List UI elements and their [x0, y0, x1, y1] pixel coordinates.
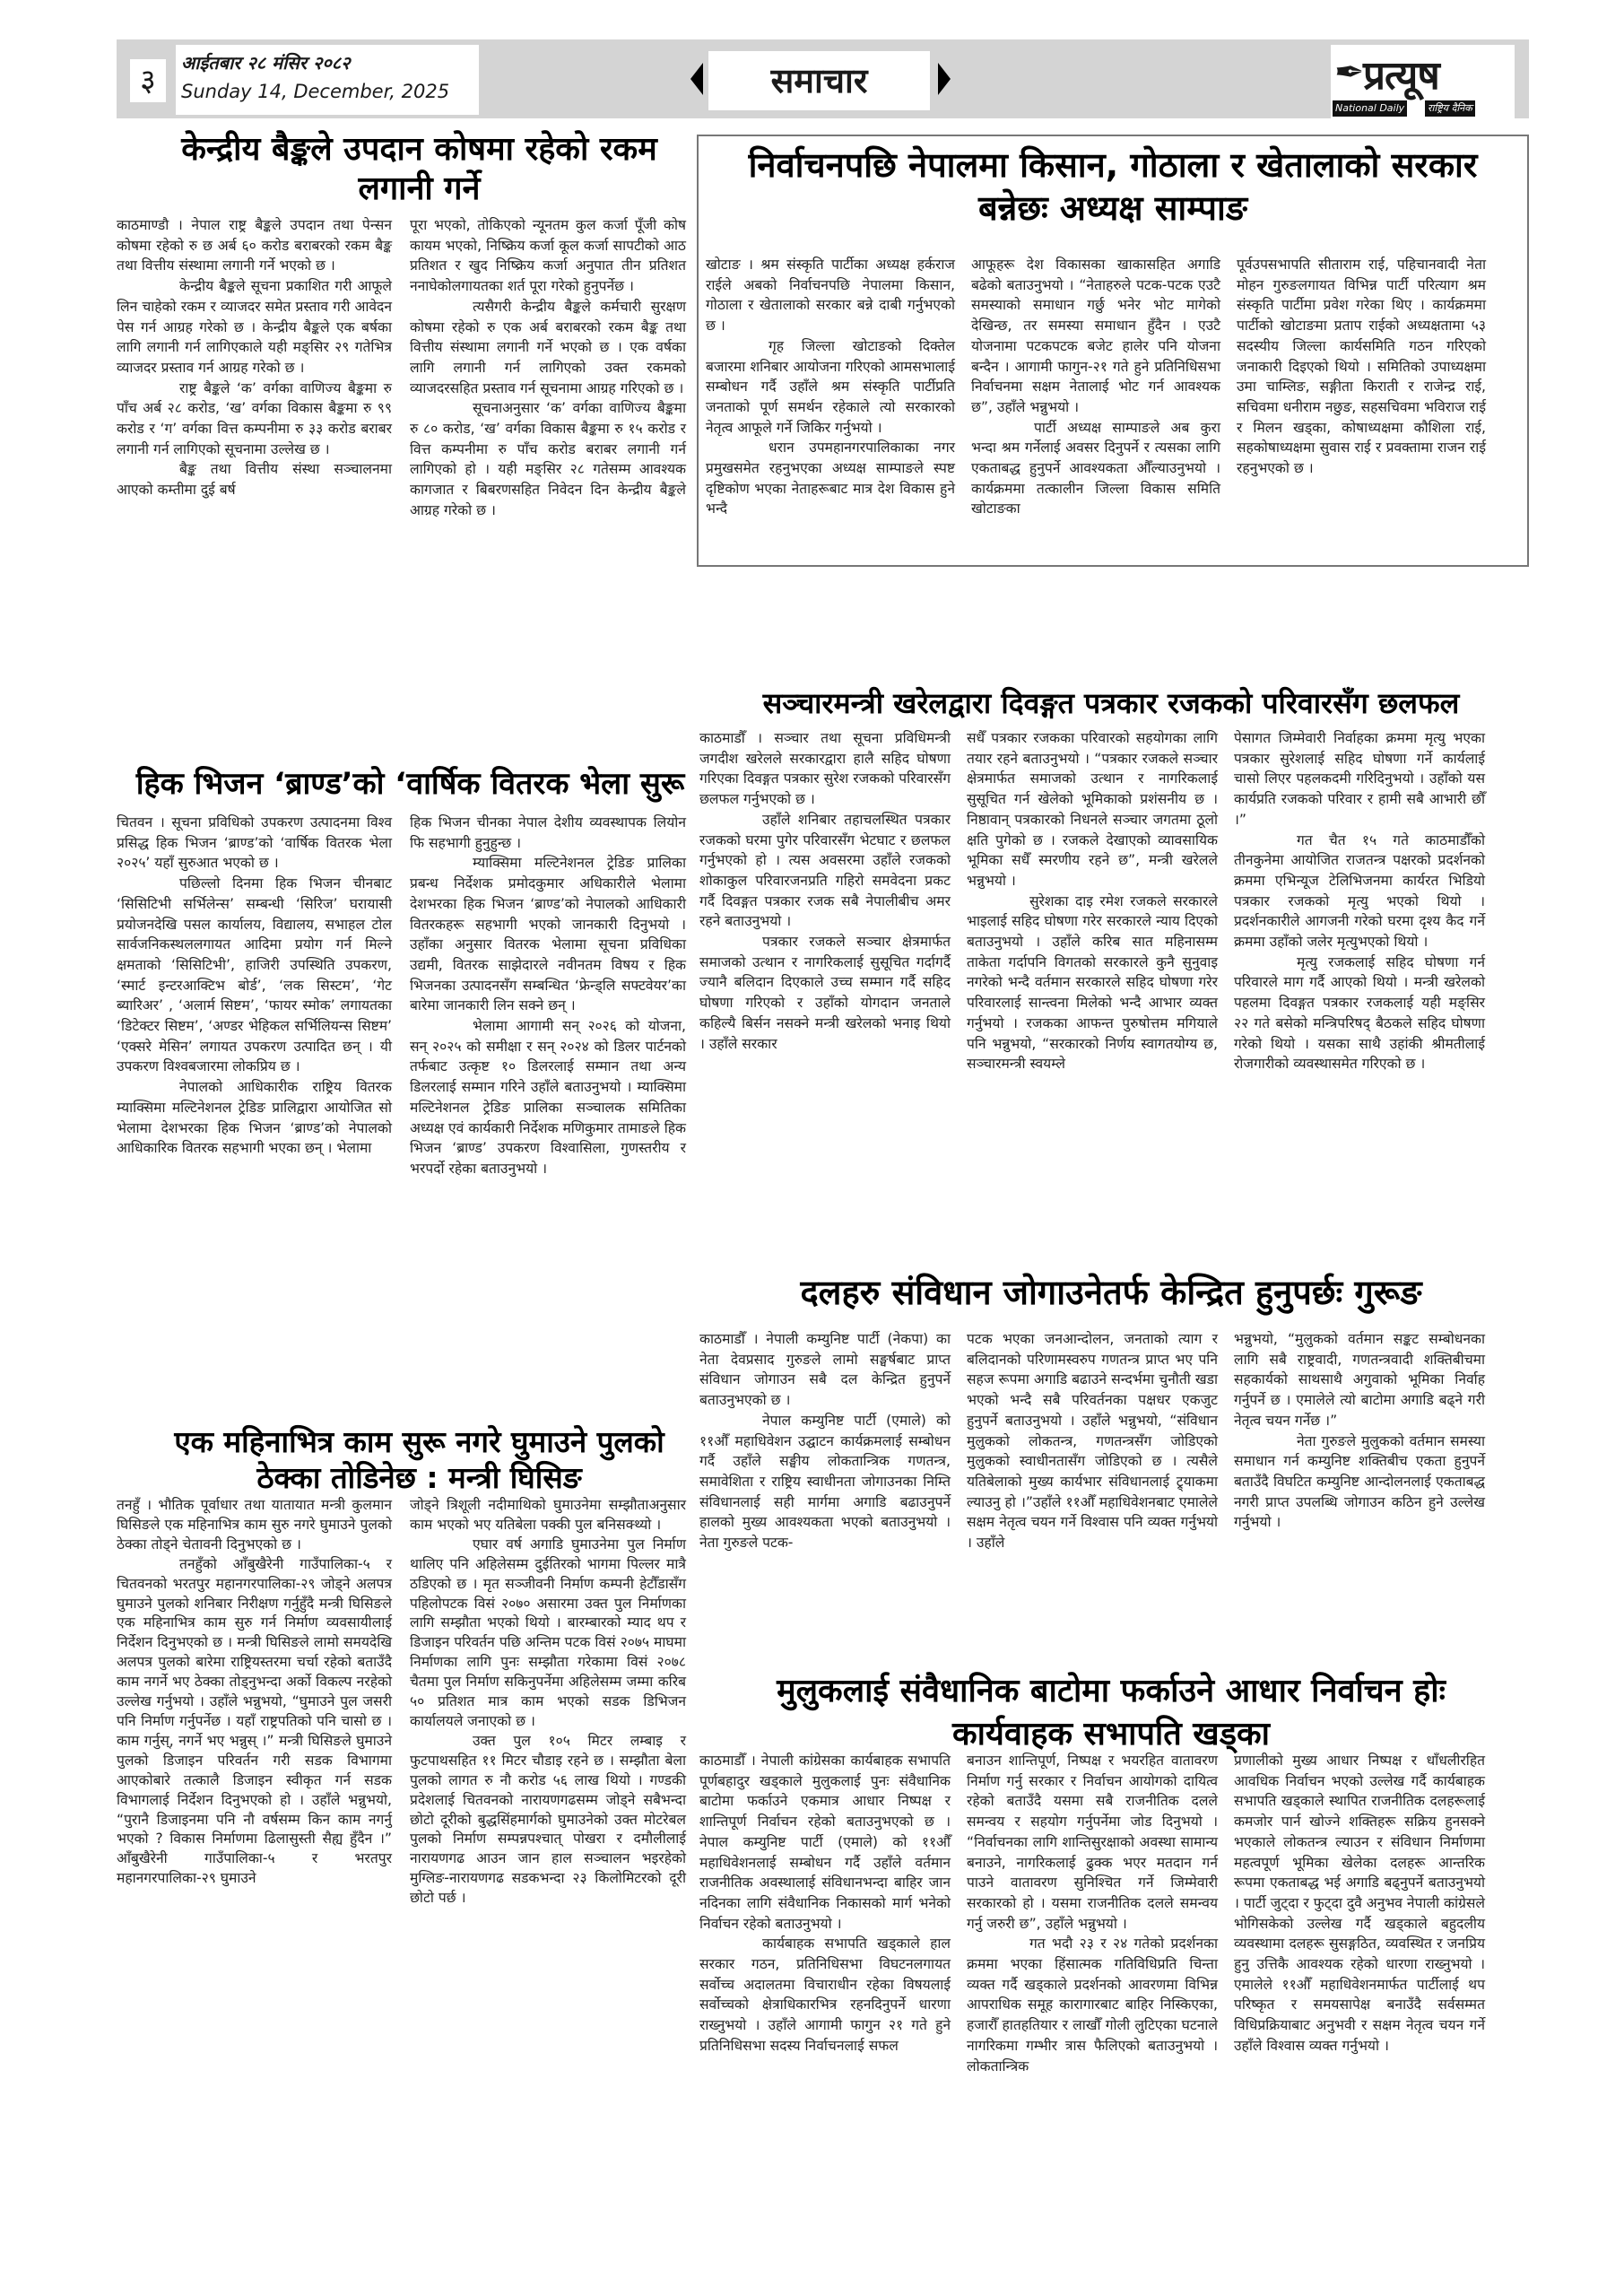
article-body	[699, 1329, 1523, 1553]
paragraph: पार्टी अध्यक्ष साम्पाङले अब कुरा भन्दा श्रम गर्नेलाई अवसर दिनुपर्ने र त्यसका लागि एकताबद्ध हुनुपर्ने आवश्यकता औँल्याउनुभयो । कार्यक्रममा तत्कालीन जिल्ला विकास समिति खोटाङका	[971, 419, 1220, 517]
paragraph: उक्त पुल १०५ मिटर लम्बाइ र फुटपाथसहित ११ मिटर चौडाइ रहने छ । सम्झौता बेला पुलको लागत रु नौ करोड ५६ लाख थियो । गण्डकी प्रदेशलाई चितवनको नारायणगढसम्म जोड्ने सबैभन्दा छोटो दूरीको बुद्धसिंहमार्गको घुमाउनेको उक्त मोटरेबल पुलको निर्माण सम्पन्नपश्चात् पोखरा र दमौलीलाई नारायणगढ आउन जान हाल सञ्चालन भइरहेको मुग्लिङ-नारायणगढ सडकभन्दा २३ किलोमिटरको दूरी छोटो पर्छ ।	[410, 1732, 686, 1907]
column	[967, 728, 1218, 1074]
headline-line: कार्यवाहक सभापति खड्का	[952, 1716, 1270, 1752]
article-body	[117, 215, 686, 521]
column	[1234, 1751, 1485, 2076]
date-english: Sunday 14, December, 2025	[181, 81, 450, 102]
paragraph: तनहुँको आँबुखैरेनी गाउँपालिका-५ र चितवनको भरतपुर महानगरपालिका-२९ जोड्ने अलपत्र घुमाउने पुलको शनिबार निरीक्षण गर्नुहुँदै मन्त्री घिसिङले एक महिनाभित्र काम सुरु गर्न निर्माण व्यवसायीलाई निर्देशन दिनुभएको छ । मन्त्री घिसिङले लामो समयदेखि अलपत्र पुलको बारेमा राष्ट्रियस्तरमा चर्चा रहेको बताउँदै काम नगर्ने भए ठेक्का तोड्नुभन्दा अर्को विकल्प नरहेको उल्लेख गर्नुभयो । उहाँले भन्नुभयो, “घुमाउने पुल जसरी पनि निर्माण गर्नुपर्नेछ । यहाँ राष्ट्रपतिको पनि चासो छ । काम गर्नुस्, नगर्ने भए भन्नुस् ।” मन्त्री घिसिङले घुमाउने पुलको डिजाइन परिवर्तन गरी सडक विभागमा आएकोबारे तत्कालै डिजाइन स्वीकृत गर्न सडक विभागलाई निर्देशन दिनुभएको हो । उहाँले भन्नुभयो, “पुरानै डिजाइनमा पनि नौ वर्षसम्म किन काम नगर्नु भएको ? विकास निर्माणमा ढिलासुस्ती सैह्य हुँदैन ।” आँबुखैरेनी गाउँपालिका-५ र भरतपुर महानगरपालिका-२९ घुमाउने	[117, 1555, 392, 1887]
paragraph: बैङ्क तथा वित्तीय संस्था सञ्चालनमा आएको कम्तीमा दुई बर्ष	[117, 461, 392, 499]
paragraph: पूरा भएको, तोकिएको न्यूनतम कुल कर्जा पूँजी कोष कायम भएको, निष्क्रिय कर्जा कूल कर्जा सापटीको आठ प्रतिशत र खुद निष्क्रिय कर्जा अनुपात तीन प्रतिशत ननाघेकोलगायतका शर्त पूरा गरेको हुनुपर्नेछ ।	[410, 217, 686, 295]
paragraph: पटक भएका जनआन्दोलन, जनताको त्याग र बलिदानको परिणामस्वरुप गणतन्त्र प्राप्त भए पनि सहज रूपमा अगाडि बढाउने सन्दर्भमा चुनौती खडा भएको भन्दै सबै परिवर्तनका पक्षधर एकजुट हुनुपर्ने बताउनुभयो । उहाँले भन्नुभयो, “संविधान मुलुकको लोकतन्त्र, गणतन्त्रसँग जोडिएको मुलुकको स्वाधीनतासँग जोडिएको छ । त्यसैले यतिबेलाको मुख्य कार्यभार संविधानलाई ट्र्याकमा ल्याउनु हो ।”उहाँले ११औँ महाधिवेशनबाट एमालेले सक्षम नेतृत्व चयन गर्ने विश्वास पनि व्यक्त गर्नुभयो । उहाँले	[967, 1331, 1218, 1552]
article-central-bank	[117, 130, 686, 209]
column	[1234, 1329, 1485, 1553]
paragraph: राष्ट्र बैङ्कले ‘क’ वर्गका वाणिज्य बैङ्कमा रु पाँच अर्ब २८ करोड, ‘ख’ वर्गका विकास बैङ्कमा रु ९९ करोड र ‘ग’ वर्गका वित्त कम्पनीमा रु ३३ करोड बराबर लगानी गर्न लागिएको सूचनामा उल्लेख छ ।	[117, 379, 392, 457]
column	[967, 1329, 1218, 1553]
paragraph: मृत्यु रजकलाई सहिद घोषणा गर्न परिवारले माग गर्दै आएको थियो । मन्त्री खरेलको पहलमा दिवङ्गत पत्रकार रजकलाई यही मङ्सिर २२ गते बसेको मन्त्रिपरिषद् बैठकले सहिद घोषणा गरेको थियो । यसका साथै उहांकी श्रीमतीलाई रोजगारीको व्यवस्थासमेत गरिएको छ ।	[1234, 953, 1485, 1073]
paragraph: काठमाडौँ । सञ्चार तथा सूचना प्रविधिमन्त्री जगदीश खरेलले सरकारद्वारा हालै सहिद घोषणा गरिएका दिवङ्गत पत्रकार सुरेश रजकको परिवारसँग छलफल गर्नुभएको छ ।	[699, 730, 951, 808]
paragraph: पूर्वउपसभापति सीताराम राई, पहिचानवादी नेता मोहन गुरुङलगायत विभिन्न पार्टी परित्याग श्रम संस्कृति पार्टीमा प्रवेश गरेका थिए । कार्यक्रममा पार्टीको खोटाङमा प्रताप राईको अध्यक्षतामा ५३ सदस्यीय जिल्ला कार्यसमिति गठन गरिएको जनाकारी दिइएको थियो । समितिको उपाध्यक्षमा उमा चाम्लिङ, सङ्गीता किराती र राजेन्द्र राई, सचिवमा धनीराम नछुङ, सहसचिवमा भविराज राई र मिलन खड्का, कोषाध्यक्षमा कौशिला राई, सहकोषाध्यक्षमा सुवास राई र प्रवक्तामा राजन राई रहनुभएको छ ।	[1237, 257, 1486, 477]
paragraph: काठमाडौँ । नेपाली कांग्रेसका कार्यबाहक सभापति पूर्णबहादुर खड्काले मुलुकलाई पुनः संवैधानिक बाटोमा फर्काउने एकमात्र आधार निष्पक्ष र शान्तिपूर्ण निर्वाचन रहेको बताउनुभएको छ । नेपाल कम्युनिष्ट पार्टी (एमाले) को ११औँ महाधिवेशनलाई सम्बोधन गर्दै उहाँले वर्तमान राजनीतिक अवस्थालाई संविधानभन्दा बाहिर जान नदिनका लागि संवैधानिक निकासको मार्ग भनेको निर्वाचन रहेको बताउनुभयो ।	[699, 1752, 951, 1932]
column	[410, 215, 686, 521]
article-bridge	[117, 1424, 686, 1496]
article-body	[699, 728, 1523, 1074]
paragraph: काठमाण्डौ । नेपाल राष्ट्र बैङ्कले उपदान तथा पेन्सन कोषमा रहेको रु छ अर्ब ६० करोड बराबरको रकम बैङ्क तथा वित्तीय संस्थामा लगानी गर्ने भएको छ ।	[117, 217, 392, 274]
headline: सञ्चारमन्त्री खरेलद्वारा दिवङ्गत पत्रकार रजकको परिवारसँग छलफल	[762, 686, 1460, 720]
column	[699, 1329, 951, 1553]
article-body	[117, 1496, 686, 1909]
paragraph: त्यसैगरी केन्द्रीय बैङ्कले कर्मचारी सुरक्षण कोषमा रहेको रु एक अर्ब बराबरको रकम बैङ्क तथा वित्तीय संस्थामा लगानी गर्ने भएको छ । एक वर्षका लागि लगानी गर्न लागिएको उक्त रकमको व्याजदरसहित प्रस्ताव गर्न सूचनामा आग्रह गरिएको छ ।	[410, 298, 686, 396]
paragraph: गृह जिल्ला खोटाङको दिक्तेल बजारमा शनिबार आयोजना गरिएको आमसभालाई सम्बोधन गर्दै उहाँले श्रम संस्कृति पार्टीप्रति जनताको पूर्ण समर्थन रहेकाले त्यो सरकारको नेतृत्व आफूले गर्ने जिकिर गर्नुभयो ।	[706, 337, 955, 436]
paragraph: केन्द्रीय बैङ्कले सूचना प्रकाशित गरी आफूले लिन चाहेको रकम र व्याजदर समेत प्रस्ताव गरी आवेदन पेस गर्न आग्रह गरेको छ । केन्द्रीय बैङ्कले एक बर्षका लागि लगानी गर्न लागिएकाले यही मङ्सिर २९ गतेभित्र व्याजदर प्रस्ताव गर्न आग्रह गरेको छ ।	[117, 278, 392, 376]
logo-name: प्रत्यूष	[1363, 53, 1439, 99]
column	[1237, 255, 1486, 519]
headline	[697, 1670, 1525, 1756]
paragraph: बनाउन शान्तिपूर्ण, निष्पक्ष र भयरहित वातावरण निर्माण गर्नु सरकार र निर्वाचन आयोगको दायित्व रहेको बताउँदै यसमा सबै राजनीतिक दलले समन्वय र सहयोग गर्नुपर्नेमा जोड दिनुभयो । “निर्वाचनका लागि शान्तिसुरक्षाको अवस्था सामान्य बनाउने, नागरिकलाई ढुक्क भएर मतदान गर्न पाउने वातावरण सुनिश्चित गर्ने जिम्मेवारी सरकारको हो । यसमा राजनीतिक दलले समन्वय गर्नु जरुरी छ”, उहाँले भन्नुभयो ।	[967, 1752, 1218, 1932]
paragraph: सुरेशका दाइ रमेश रजकले सरकारले भाइलाई सहिद घोषणा गरेर सरकारले न्याय दिएको बताउनुभयो । उहाँले करिब सात महिनासम्म ताकेता गर्दापनि विगतको सरकारले कुनै सुनुवाइ नगरेको भन्दै वर्तमान सरकारले सहिद घोषणा गरेर परिवारलाई सान्त्वना मिलेको भन्दै आभार व्यक्त गर्नुभयो । रजकका आफन्त पुरुषोत्तम मगियाले पनि भन्नुभयो, “सरकारको निर्णय स्वागतयोग्य छ, सञ्चारमन्त्री स्वयम्ले	[967, 892, 1218, 1073]
paragraph: पेसागत जिम्मेवारी निर्वाहका क्रममा मृत्यु भएका पत्रकार सुरेशलाई सहिद घोषणा गर्ने कार्यलाई चासो लिएर पहलकदमी गरिदिनुभयो । उहाँको यस कार्यप्रति रजकको परिवार र हामी सबै आभारी छौँ ।”	[1234, 730, 1485, 828]
headline-line: बन्नेछः अध्यक्ष साम्पाङ	[977, 188, 1248, 228]
paragraph: नेपालको आधिकारीक राष्ट्रिय वितरक म्याक्सिमा मल्टिनेशनल ट्रेडिङ प्रालिद्वारा आयोजित सो भेलामा देशभरका हिक भिजन ‘ब्राण्ड’को नेपालको आधिकारिक वितरक सहभागी भएका छन् । भेलामा	[117, 1079, 392, 1157]
paragraph: भन्नुभयो, “मुलुकको वर्तमान सङ्कट सम्बोधनका लागि सबै राष्ट्रवादी, गणतन्त्रवादी शक्तिबीचमा सहकार्यको साथसाथै अगुवाको भूमिका निर्वाह गर्नुपर्ने छ । एमालेले त्यो बाटोमा अगाडि बढ्ने गरी नेतृत्व चयन गर्नेछ ।”	[1234, 1331, 1485, 1429]
headline	[699, 144, 1527, 230]
article-body	[699, 1751, 1523, 2076]
newspaper-logo	[1331, 45, 1515, 120]
paragraph: आफूहरू देश विकासका खाकासहित अगाडि बढेको बताउनुभयो । “नेताहरुले पटक-पटक एउटै समस्याको समाधान गर्छु भनेर भोट मागेको देखिन्छ, तर समस्या समाधान हुँदैन । एउटै योजनामा पटकपटक बजेट हालेर पनि योजना बन्दैन । आगामी फागुन-२१ गते हुने प्रतिनिधिसभा निर्वाचनमा सक्षम नेतालाई भोट गर्न आवश्यक छ”, उहाँले भन्नुभयो ।	[971, 257, 1220, 415]
paragraph: नेपाल कम्युनिष्ट पार्टी (एमाले) को ११औँ महाधिवेशन उद्घाटन कार्यक्रमलाई सम्बोधन गर्दै उहाँले सङ्घीय लोकतान्त्रिक गणतन्त्र, समावेशिता र राष्ट्रिय स्वाधीनता जोगाउनका निम्ति संविधानलाई सही मार्गमा अगाडि बढाउनुपर्ने हालको मुख्य आवश्यकता भएको बताउनुभयो । नेता गुरुङले पटक-	[699, 1412, 951, 1552]
paragraph: धरान उपमहानगरपालिकाका नगर प्रमुखसमेत रहनुभएका अध्यक्ष साम्पाङले स्पष्ट दृष्टिकोण भएका नेताहरूबाट मात्र देश विकास हुने भन्दै	[706, 439, 955, 517]
paragraph: काठमाडौँ । नेपाली कम्युनिष्ट पार्टी (नेकपा) का नेता देवप्रसाद गुरुङले लामो सङ्घर्षबाट प्राप्त संविधान जोगाउन सबै दल केन्द्रित हुनुपर्ने बताउनुभएको छ ।	[699, 1331, 951, 1409]
column	[117, 1496, 392, 1909]
headline: हिक भिजन ‘ब्राण्ड’को ‘वार्षिक वितरक भेला सुरू	[135, 766, 685, 802]
headline-line: मुलुकलाई संवैधानिक बाटोमा फर्काउने आधार निर्वाचन होः	[777, 1673, 1446, 1709]
headline-line: लगानी गर्ने	[358, 170, 481, 207]
article-journalist	[697, 683, 1525, 723]
paragraph: हिक भिजन चीनका नेपाल देशीय व्यवस्थापक लियोन फि सहभागी हुनुहुन्छ ।	[410, 814, 686, 851]
paragraph: भेलामा आगामी सन् २०२६ को योजना, सन् २०२५ को समीक्षा र सन् २०२४ को डिलर पार्टनको तर्फबाट उत्कृष्ट १० डिलरलाई सम्मान तथा अन्य डिलरलाई सम्मान गरिने उहाँले बताउनुभयो । म्याक्सिमा मल्टिनेशनल ट्रेडिङ प्रालिका सञ्चालक समितिका अध्यक्ष एवं कार्यकारी निर्देशक मणिकुमार तामाङले हिक भिजन ‘ब्राण्ड’ उपकरण विश्वासिला, गुणस्तरीय र भरपर्दो रहेका बताउनुभयो ।	[410, 1018, 686, 1177]
section-title: समाचार	[708, 51, 930, 110]
paragraph: म्याक्सिमा मल्टिनेशनल ट्रेडिङ प्रालिका प्रबन्ध निर्देशक प्रमोदकुमार अधिकारीले भेलामा देशभरका हिक भिजन ‘ब्राण्ड’को नेपालको आधिकारी वितरकहरू सहभागी भएको जानकारी दिनुभयो । उहाँका अनुसार वितरक भेलामा सूचना प्रविधिका उद्यमी, वितरक साझेदारले नवीनतम विषय र हिक भिजनका उत्पादनसँग सम्बन्धित ‘फ्रेन्ड्लि सफ्टवेयर’का बारेमा जानकारी लिन सक्ने छन् ।	[410, 855, 686, 1014]
column	[971, 255, 1220, 519]
logo-tag-english: National Daily	[1333, 100, 1407, 117]
article-hik-vision	[117, 764, 686, 804]
date-nepali: आईतबार २८ मंसिर २०८२	[181, 52, 351, 74]
headline	[117, 130, 686, 209]
quill-icon: ✒	[1334, 52, 1365, 93]
article-body	[117, 813, 686, 1179]
paragraph: कार्यबाहक सभापति खड्काले हाल सरकार गठन, प्रतिनिधिसभा विघटनलगायत सर्वोच्च अदालतमा विचाराधीन रहेका विषयलाई सर्वोच्चको क्षेत्राधिकारभित्र रहनदिनुपर्ने धारणा राख्नुभयो । उहाँले आगामी फागुन २१ गते हुने प्रतिनिधिसभा सदस्य निर्वाचनलाई सफल	[699, 1935, 951, 2054]
column	[410, 1496, 686, 1909]
headline: दलहरु संविधान जोगाउनेतर्फ केन्द्रित हुनुपर्छः गुरूङ	[800, 1273, 1422, 1312]
column	[706, 255, 955, 519]
column	[117, 813, 392, 1179]
article-khadka	[697, 1670, 1525, 1756]
headline-line: केन्द्रीय बैङ्कले उपदान कोषमा रहेको रकम	[181, 131, 657, 168]
paragraph: चितवन । सूचना प्रविधिको उपकरण उत्पादनमा विश्व प्रसिद्ध हिक भिजन ‘ब्राण्ड’को ‘वार्षिक वितरक भेला २०२५’ यहाँ सुरुआत भएको छ ।	[117, 814, 392, 872]
headline-line: ठेक्का तोडिनेछ : मन्त्री घिसिङ	[256, 1460, 582, 1495]
article-sampang	[697, 135, 1529, 567]
article-gurung	[697, 1269, 1525, 1316]
paragraph: गत चैत १५ गते काठमाडौँको तीनकुनेमा आयोजित राजतन्त्र पक्षरको प्रदर्शनको क्रममा एभिन्यूज टेलिभिजनमा कार्यरत भिडियो पत्रकार रजकको मृत्यु भएको थियो । प्रदर्शनकारीले आगजनी गरेको घरमा दृश्य कैद गर्ने क्रममा उहाँको जलेर मृत्युभएको थियो ।	[1234, 831, 1485, 951]
column	[410, 813, 686, 1179]
paragraph: पछिल्लो दिनमा हिक भिजन चीनबाट ‘सिसिटिभी सर्भिलेन्स’ सम्बन्धी ‘सिरिज’ घरायासी प्रयोजनदेखि पसल कार्यालय, विद्यालय, सभाहल टोल सार्वजनिकस्थललगायत आदिमा प्रयोग गर्न मिल्ने क्षमताको ‘सिसिटिभी’, हाजिरी उपस्थिति उपकरण, ‘स्मार्ट इन्टरआक्टिभ बोर्ड’, ‘लक सिस्टम’, ‘गेट ब्यारिअर’ , ‘अलार्म सिष्टम’, ‘फायर स्मोक’ लगायतका ‘डिटेक्टर सिष्टम’, ‘अण्डर भेहिकल सर्भिलियन्स सिष्टम’ ‘एक्सरे मेसिन’ लगायत उपकरण उत्पादित छन् । यी उपकरण विश्वबजारमा लोकप्रिय छ ।	[117, 875, 392, 1075]
column	[699, 728, 951, 1074]
paragraph: एघार वर्ष अगाडि घुमाउनेमा पुल निर्माण थालिए पनि अहिलेसम्म दुईतिरको भागमा पिल्लर मात्रै ठडिएको छ । मृत सञ्जीवनी निर्माण कम्पनी हेटौँडासँग पहिलोपटक विसं २०७० असारमा उक्त पुल निर्माणका लागि सम्झौता भएको थियो । बारम्बारको म्याद थप र डिजाइन परिवर्तन पछि अन्तिम पटक विसं २०७५ माघमा निर्माणका लागि पुनः सम्झौता गरेकामा विसं २०७८ चैतमा पुल निर्माण सकिनुपर्नेमा अहिलेसम्म जम्मा करिब ५० प्रतिशत मात्र काम भएको सडक डिभिजन कार्यालयले जनाएको छ ।	[410, 1535, 686, 1729]
paragraph: पत्रकार रजकले सञ्चार क्षेत्रमार्फत समाजको उत्थान र नागरिकलाई सुसूचित गर्दागर्दै ज्यानै बलिदान दिएकाले उच्च सम्मान गर्दै सहिद घोषणा गरिएको र उहाँको योगदान जनताले कहिल्यै बिर्सन नसक्ने मन्त्री खरेलको भनाइ थियो । उहाँले सरकार	[699, 934, 951, 1052]
column	[1234, 728, 1485, 1074]
paragraph: नेता गुरुङले मुलुकको वर्तमान समस्या समाधान गर्न कम्युनिष्ट शक्तिबीच एकता हुनुपर्ने बताउँदै विघटित कम्युनिष्ट आन्दोलनलाई एकताबद्ध नगरी प्राप्त उपलब्धि जोगाउन कठिन हुने उल्लेख गर्नुभयो ।	[1234, 1432, 1485, 1531]
article-body	[706, 255, 1522, 519]
headline-line: निर्वाचनपछि नेपालमा किसान, गोठाला र खेतालाको सरकार	[748, 145, 1478, 185]
paragraph: सधैँ पत्रकार रजकका परिवारको सहयोगका लागि तयार रहने बताउनुभयो । “पत्रकार रजकले सञ्चार क्षेत्रमार्फत समाजको उत्थान र नागरिकलाई सुसूचित गर्न खेलेको भूमिकाको प्रशंसनीय छ । निष्ठावान् पत्रकारको निधनले सञ्चार जगतमा ठूलो क्षति पुगेको छ । रजकले देखाएको व्यावसायिक भूमिका सधैँ स्मरणीय रहने छ”, मन्त्री खरेलले भन्नुभयो ।	[967, 730, 1218, 889]
paragraph: जोड्ने त्रिशूली नदीमाथिको घुमाउनेमा सम्झौताअनुसार काम भएको भए यतिबेला पक्की पुल बनिसक्थ्यो ।	[410, 1497, 686, 1533]
prev-section-arrow-icon[interactable]	[690, 63, 703, 95]
page-number: ३	[130, 59, 166, 102]
paragraph: प्रणालीको मुख्य आधार निष्पक्ष र धाँधलीरहित आवधिक निर्वाचन भएको उल्लेख गर्दै कार्यबाहक सभापति खड्काले स्थापित राजनीतिक दलहरूलाई कमजोर पार्न खोज्ने शक्तिहरू सक्रिय हुनसक्ने भएकाले लोकतन्त्र ल्याउन र संविधान निर्माणमा महत्वपूर्ण भूमिका खेलेका दलहरू आन्तरिक रूपमा एकताबद्ध भई अगाडि बढ्नुपर्ने बताउनुभयो । पार्टी जुट्दा र फुट्दा दुवै अनुभव नेपाली कांग्रेसले भोगिसकेको उल्लेख गर्दै खड्काले बहुदलीय व्यवस्थामा दलहरू सुसङ्गठित, व्यवस्थित र जनप्रिय हुनु उत्तिकै आवश्यक रहेको धारणा राख्नुभयो । एमालेले ११औँ महाधिवेशनमार्फत पार्टीलाई थप परिष्कृत र समयसापेक्ष बनाउँदै सर्वसम्मत विधिप्रक्रियाबाट अनुभवी र सक्षम नेतृत्व चयन गर्ने उहाँले विश्वास व्यक्त गर्नुभयो ।	[1234, 1752, 1485, 2054]
paragraph: उहाँले शनिबार तहाचलस्थित पत्रकार रजकको घरमा पुगेर परिवारसँग भेटघाट र छलफल गर्नुभएको हो । त्यस अवसरमा उहाँले रजकको शोकाकुल परिवारजनप्रति गहिरो समवेदना प्रकट गर्दै दिवङ्गत पत्रकार रजक सबै नेपालीबीच अमर रहने बताउनुभयो ।	[699, 811, 951, 930]
paragraph: खोटाङ । श्रम संस्कृति पार्टीका अध्यक्ष हर्कराज राईले अबको निर्वाचनपछि नेपालमा किसान, गोठाला र खेतालाको सरकार बन्ने दाबी गर्नुभएको छ ।	[706, 257, 955, 335]
paragraph: गत भदौ २३ र २४ गतेको प्रदर्शनका क्रममा भएका हिंसात्मक गतिविधिप्रति चिन्ता व्यक्त गर्दै खड्काले प्रदर्शनको आवरणमा विभिन्न आपराधिक समूह कारागारबाट बाहिर निस्किएका, हजारौँ हातहतियार र लाखौँ गोली लुटिएका घटनाले नागरिकमा गम्भीर त्रास फैलिएको बताउनुभयो । लोकतान्त्रिक	[967, 1935, 1218, 2074]
next-section-arrow-icon[interactable]	[938, 63, 951, 95]
logo-tag-nepali: राष्ट्रिय दैनिक	[1425, 100, 1475, 117]
paragraph: सूचनाअनुसार ‘क’ वर्गका वाणिज्य बैङ्कमा रु ८० करोड, ‘ख’ वर्गका विकास बैङ्कमा रु १५ करोड र वित्त कम्पनीमा रु पाँच करोड बराबर लगानी गर्न लागिएको हो । यही मङ्सिर २८ गतेसम्म आवश्यक कागजात र बिबरणसहित निवेदन दिन केन्द्रीय बैङ्कले आग्रह गरेको छ ।	[410, 400, 686, 518]
paragraph: तनहुँ । भौतिक पूर्वाधार तथा यातायात मन्त्री कुलमान घिसिङले एक महिनाभित्र काम सुरु नगरे घुमाउने पुलको ठेक्का तोड्ने चेतावनी दिनुभएको छ ।	[117, 1497, 392, 1552]
headline-line: एक महिनाभित्र काम सुरू नगरे घुमाउने पुलको	[174, 1424, 664, 1459]
headline	[117, 1424, 686, 1496]
column	[117, 215, 392, 521]
column	[967, 1751, 1218, 2076]
date-box	[176, 45, 479, 115]
column	[699, 1751, 951, 2076]
